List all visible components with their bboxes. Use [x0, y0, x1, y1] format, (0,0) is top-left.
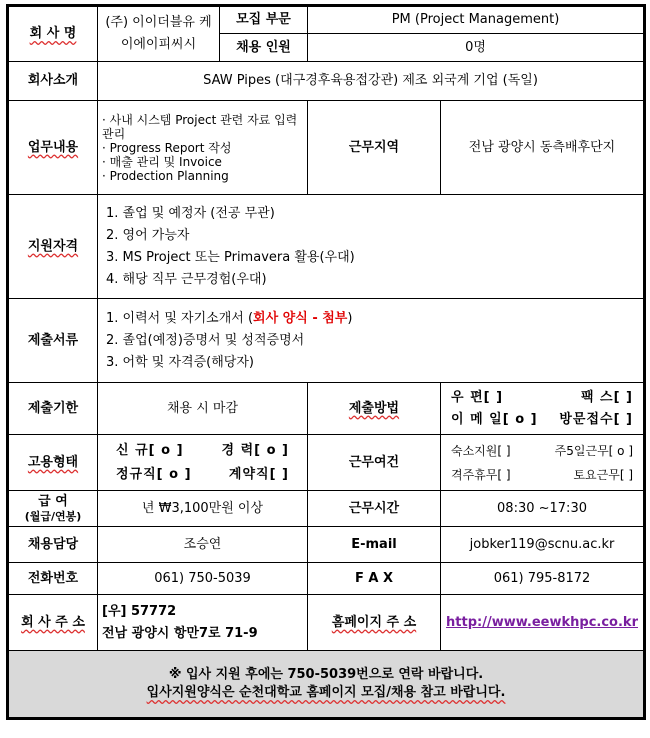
recruit-part-label: 모집 부문 — [220, 6, 308, 34]
homepage-link[interactable]: http://www.eewkhpc.co.kr — [446, 614, 638, 630]
fax-label: F A X — [308, 563, 441, 595]
homepage-label: 홈페이지 주 소 — [308, 595, 441, 651]
footer-line-2-text: 입사지원양식은 순천대학교 홈페이지 모집/채용 참고 바랍니다. — [146, 685, 506, 700]
email-value: jobker119@scnu.ac.kr — [441, 527, 645, 563]
employment-type-options — [98, 435, 308, 491]
qualification-label: 지원자격 — [8, 195, 98, 299]
document-item-prefix: 1. 이력서 및 자기소개서 ( — [106, 310, 254, 326]
salary-row — [8, 491, 645, 527]
company-name-label: 회 사 명 — [8, 6, 98, 62]
document-item-suffix: ) — [347, 310, 353, 326]
homepage-cell — [441, 595, 645, 651]
qualification-list — [98, 195, 645, 299]
condition-dorm-option: 숙소지원[ ] — [451, 443, 511, 458]
qualification-item: 3. MS Project 또는 Primavera 활용(우대) — [106, 249, 355, 265]
employment-type-label: 고용형태 — [8, 435, 98, 491]
condition-biweekly-option: 격주휴무[ ] — [451, 467, 511, 482]
conditions-label: 근무여건 — [308, 435, 441, 491]
duty-item: · Progress Report 작성 — [102, 140, 232, 155]
documents-row — [8, 299, 645, 383]
address-row — [8, 595, 645, 651]
job-posting-table — [6, 4, 646, 720]
company-form-note: 회사 양식 - 첨부 — [253, 310, 348, 326]
submit-visit-option: 방문접수[ ] — [559, 411, 634, 427]
duty-item: · 매출 관리 및 Invoice — [102, 154, 222, 169]
work-area-value: 전남 광양시 동측배후단지 — [441, 101, 645, 195]
duties-label: 업무내용 — [8, 101, 98, 195]
document-item — [106, 308, 639, 330]
qualification-row — [8, 195, 645, 299]
work-area-label: 근무지역 — [308, 101, 441, 195]
headcount-label: 채용 인원 — [220, 34, 308, 62]
document-item: 2. 졸업(예정)증명서 및 성적증명서 — [106, 332, 305, 348]
submit-fax-option: 팩 스[ ] — [580, 389, 634, 405]
footer-line-1: ※ 입사 지원 후에는 750-5039번으로 연락 바랍니다. — [168, 667, 484, 682]
email-label: E-mail — [308, 527, 441, 563]
company-row-1 — [8, 6, 645, 34]
duties-row — [8, 101, 645, 195]
salary-label-cell — [8, 491, 98, 527]
company-intro-label: 회사소개 — [8, 62, 98, 101]
documents-list — [98, 299, 645, 383]
phone-value: 061) 750-5039 — [98, 563, 308, 595]
address-zip: [우] 57772 — [102, 603, 177, 619]
conditions-options — [441, 435, 645, 491]
salary-value: 년 ₩3,100만원 이상 — [98, 491, 308, 527]
employment-row — [8, 435, 645, 491]
footer-row — [8, 651, 645, 719]
submit-mail-option: 우 편[ ] — [451, 389, 504, 405]
address-label: 회 사 주 소 — [8, 595, 98, 651]
recruiter-value: 조승연 — [98, 527, 308, 563]
headcount-value: 0명 — [308, 34, 645, 62]
fax-value: 061) 795-8172 — [441, 563, 645, 595]
qualification-item: 1. 졸업 및 예정자 (전공 무관) — [106, 205, 275, 221]
footer-notice — [8, 651, 645, 719]
condition-five-day-option: 주5일근무[ o ] — [554, 443, 634, 458]
phone-label: 전화번호 — [8, 563, 98, 595]
submit-method-options — [441, 383, 645, 435]
qualification-item: 4. 해당 직무 근무경험(우대) — [106, 271, 267, 287]
documents-label: 제출서류 — [8, 299, 98, 383]
salary-sub-label: (월급/연봉) — [24, 509, 82, 523]
qualification-item: 2. 영어 가능자 — [106, 227, 190, 243]
footer-line-2 — [13, 684, 639, 702]
address-value: 전남 광양시 항만7로 71-9 — [102, 625, 258, 641]
salary-label: 급 여 — [38, 493, 68, 509]
submit-email-option: 이 메 일[ o ] — [451, 411, 538, 427]
duty-item: · 사내 시스템 Project 관련 자료 입력관리 — [102, 112, 298, 141]
deadline-value: 채용 시 마감 — [98, 383, 308, 435]
hours-value: 08:30 ~17:30 — [441, 491, 645, 527]
employment-contract-option: 계약직[ ] — [228, 466, 289, 482]
employment-regular-option: 정규직[ o ] — [116, 466, 192, 482]
duties-list — [98, 101, 308, 195]
duty-item: · Prodection Planning — [102, 168, 229, 183]
employment-career-option: 경 력[ o ] — [221, 442, 289, 458]
deadline-label: 제출기한 — [8, 383, 98, 435]
employment-new-option: 신 규[ o ] — [116, 442, 184, 458]
company-name-value: (주) 이이더블유 케이에이피씨시 — [98, 6, 220, 62]
recruiter-label: 채용담당 — [8, 527, 98, 563]
address-block — [98, 595, 308, 651]
submit-method-label: 제출방법 — [308, 383, 441, 435]
recruit-part-value: PM (Project Management) — [308, 6, 645, 34]
recruiter-row — [8, 527, 645, 563]
hours-label: 근무시간 — [308, 491, 441, 527]
company-intro-row — [8, 62, 645, 101]
condition-saturday-option: 토요근무[ ] — [573, 467, 634, 482]
phone-row — [8, 563, 645, 595]
deadline-row — [8, 383, 645, 435]
company-intro-value: SAW Pipes (대구경후육용접강관) 제조 외국계 기업 (독일) — [98, 62, 645, 101]
document-item: 3. 어학 및 자격증(해당자) — [106, 354, 254, 370]
